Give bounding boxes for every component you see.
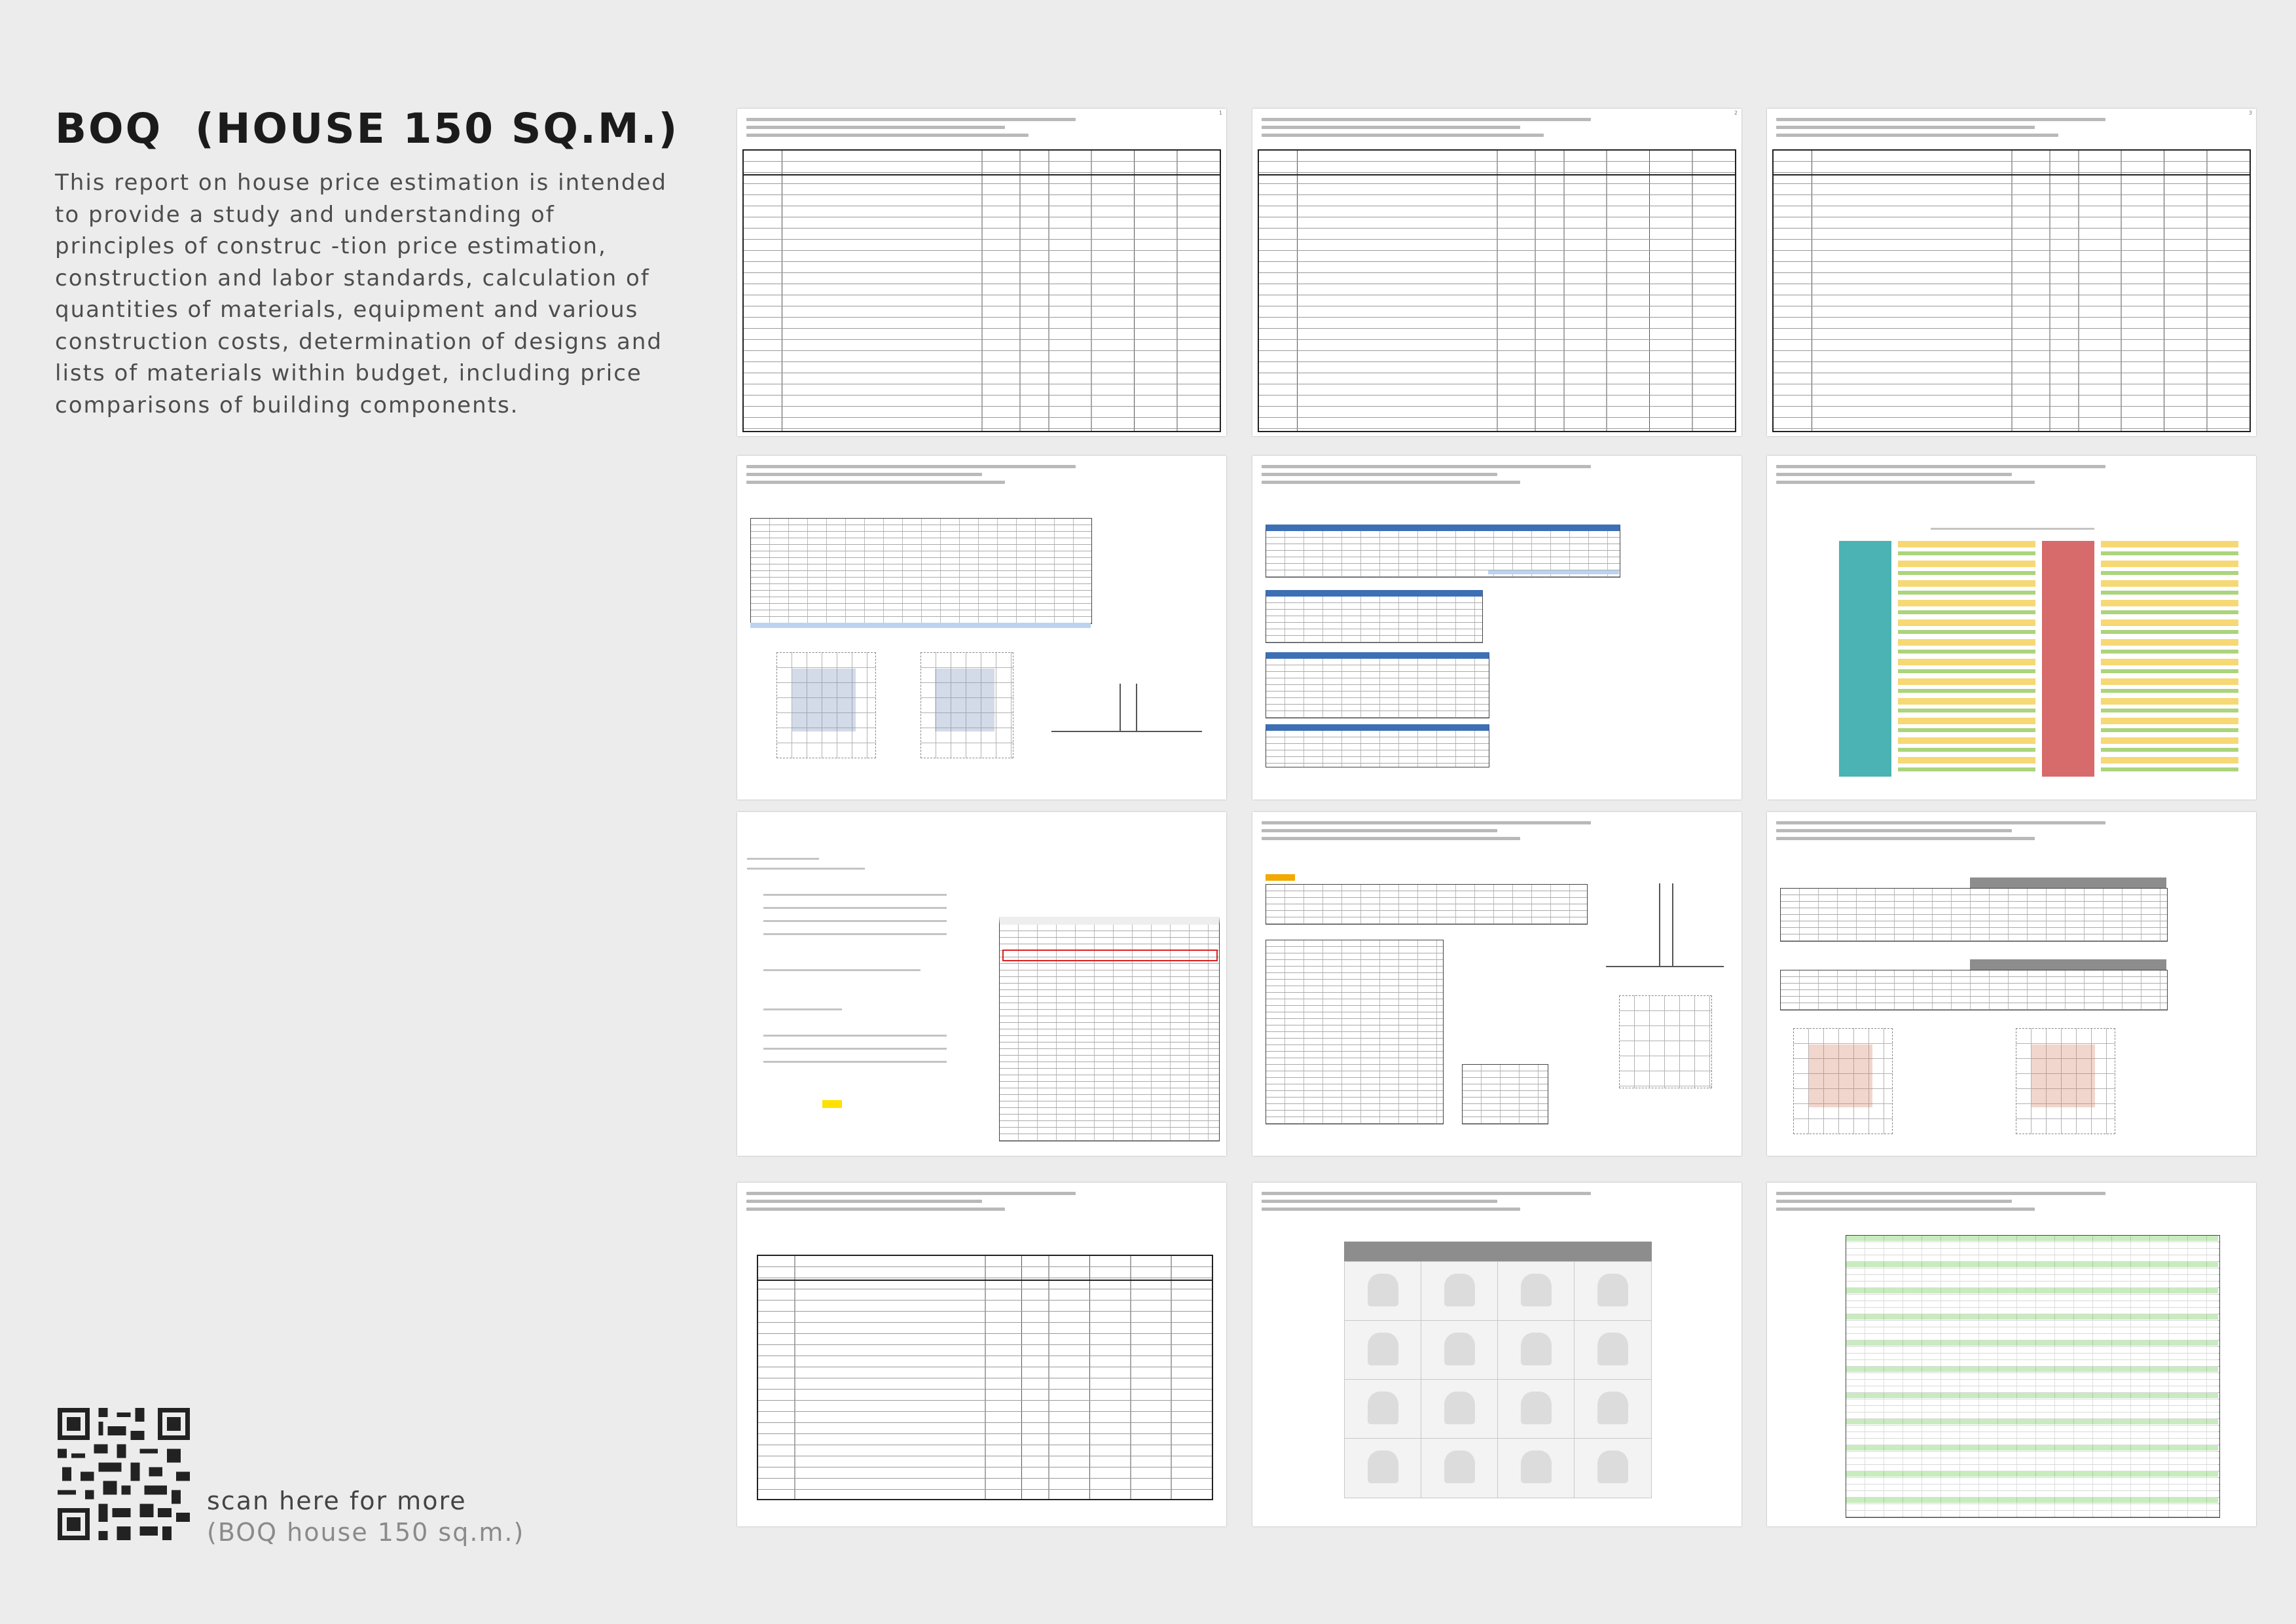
intro-column	[55, 105, 683, 421]
product-photo	[1344, 1320, 1422, 1380]
thumbnail-wiring-diagram[interactable]	[1767, 456, 2256, 800]
thumbnail-structural-formula[interactable]	[737, 812, 1226, 1156]
thumbnail-sanitary-catalog[interactable]	[1252, 1183, 1741, 1526]
product-photo	[1344, 1261, 1422, 1321]
formula-line	[763, 1048, 947, 1050]
pile-plan-drawing	[920, 652, 1013, 758]
product-photo	[1421, 1261, 1499, 1321]
summary-table	[1462, 1064, 1548, 1124]
boq-structure-table	[1258, 149, 1736, 432]
qr-caption	[207, 1485, 524, 1548]
formula-line	[763, 1035, 947, 1037]
product-photo	[1497, 1320, 1575, 1380]
product-photo	[1421, 1320, 1499, 1380]
thumbnail-footing-calc[interactable]	[1252, 812, 1741, 1156]
highlight-tag	[822, 1100, 842, 1108]
table-header	[1970, 877, 2166, 888]
product-photo	[1421, 1379, 1499, 1439]
comparison-highlights	[1846, 1236, 2218, 1516]
beam-table	[1780, 888, 2168, 942]
page-header	[1776, 821, 2247, 845]
roof-sheet-table	[1266, 590, 1483, 643]
product-photo	[1344, 1438, 1422, 1498]
panel-column-left	[1839, 541, 1891, 777]
qr-caption-main: scan here for more	[207, 1486, 467, 1515]
thumbnail-structure-table[interactable]	[1252, 109, 1741, 436]
formula-line	[747, 868, 865, 870]
qr-section	[58, 1408, 555, 1545]
thumbnail-system-table[interactable]	[1767, 109, 2256, 436]
description-text: This report on house price estimation is intended to provide a study and understanding of principles of construc -tion price estimation, construction and labor standards, calculation of quantities of materials, equipment and various construction costs, determination of designs and lists of materials within budget, including price comparisons of building components.	[55, 170, 668, 418]
section-detail-drawing	[1051, 678, 1202, 732]
product-photo	[1574, 1379, 1652, 1439]
thumbnail-sanitary-table[interactable]	[737, 1183, 1226, 1526]
page-header	[746, 118, 1217, 141]
pile-quantity-table	[750, 518, 1092, 624]
formula-line	[763, 1061, 947, 1063]
footing-plan-drawing	[1619, 995, 1712, 1088]
qr-caption-sub: (BOQ house 150 sq.m.)	[207, 1518, 525, 1547]
catalog-header	[1344, 1242, 1652, 1261]
product-photo	[1344, 1379, 1422, 1439]
selected-row-highlight	[1002, 950, 1218, 961]
formula-line	[763, 907, 947, 909]
beam-plan-drawing	[2016, 1028, 2115, 1134]
page-number: 3	[2248, 110, 2252, 116]
roof-area-table	[1266, 525, 1620, 578]
product-photo	[1497, 1438, 1575, 1498]
highlight-band	[1488, 570, 1619, 574]
beam-table	[1780, 970, 2168, 1010]
page-number: 1	[1218, 110, 1222, 116]
reinforcement-table	[1266, 940, 1444, 1124]
thumbnail-beam-calc[interactable]	[1767, 812, 2256, 1156]
page-header	[746, 465, 1217, 489]
footing-table	[1266, 884, 1588, 925]
sanitary-ware-table	[757, 1255, 1213, 1500]
page-number: 2	[1734, 110, 1738, 116]
formula-line	[763, 894, 947, 896]
thumbnail-roof-calc[interactable]	[1252, 456, 1741, 800]
thumbnail-pile-layout[interactable]	[737, 456, 1226, 800]
page-header	[1776, 465, 2247, 489]
page-header	[1776, 118, 2247, 141]
page-header	[746, 1192, 1217, 1215]
circuit-list-left	[1898, 541, 2035, 777]
page-title: BOQ (HOUSE 150 SQ.M.)	[55, 105, 680, 153]
boq-summary-table	[742, 149, 1221, 432]
foundation-plan-drawing	[776, 652, 876, 758]
formula-line	[763, 1008, 842, 1010]
formula-line	[763, 969, 920, 971]
page-header	[1262, 821, 1732, 845]
beam-plan-drawing	[1793, 1028, 1893, 1134]
thumbnail-cost-comparison[interactable]	[1767, 1183, 2256, 1526]
formula-line	[763, 933, 947, 935]
product-photo	[1574, 1438, 1652, 1498]
flashing-table	[1266, 724, 1489, 767]
table-header	[1970, 959, 2166, 970]
boq-system-table	[1772, 149, 2251, 432]
product-photo	[1574, 1320, 1652, 1380]
table-total-row	[750, 623, 1091, 628]
product-photo	[1497, 1379, 1575, 1439]
panel-column-right	[2042, 541, 2094, 777]
page-header	[1776, 1192, 2247, 1215]
circuit-list-right	[2101, 541, 2238, 777]
footing-section-drawing	[1606, 874, 1724, 967]
qr-code-icon[interactable]	[58, 1408, 190, 1540]
page-header	[1262, 118, 1732, 141]
product-photo	[1421, 1438, 1499, 1498]
diagram-title	[1931, 528, 2094, 530]
product-photo	[1574, 1261, 1652, 1321]
page-header	[1262, 465, 1732, 489]
thumbnail-summary-table[interactable]	[737, 109, 1226, 436]
roof-structure-table	[1266, 652, 1489, 718]
page-header	[1262, 1192, 1732, 1215]
formula-heading	[747, 858, 819, 860]
section-tag	[1266, 874, 1295, 881]
product-photo	[1497, 1261, 1575, 1321]
formula-line	[763, 920, 947, 922]
